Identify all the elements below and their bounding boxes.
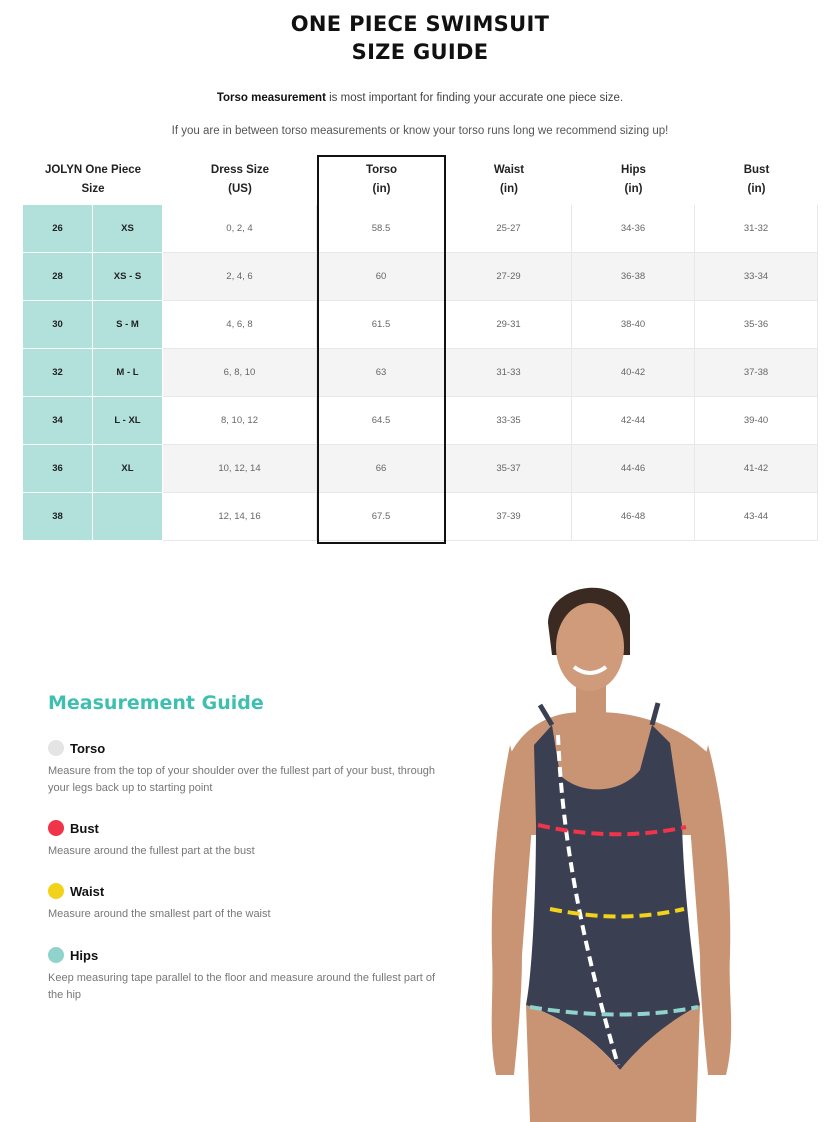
header-line: (in) [747, 183, 766, 195]
cell-torso: 58.5 [317, 205, 446, 253]
cell-hips: 44-46 [572, 445, 695, 493]
cell-waist: 29-31 [446, 301, 572, 349]
header-line: (in) [372, 183, 391, 195]
guide-label: Waist [70, 883, 105, 899]
cell-size: 36 [23, 445, 93, 493]
cell-bust: 39-40 [695, 397, 818, 445]
cell-hips: 46-48 [572, 493, 695, 541]
bust-dot-icon [48, 820, 64, 836]
table-row [23, 349, 818, 397]
guide-item-torso [48, 739, 438, 797]
cell-bust: 37-38 [695, 349, 818, 397]
cell-dress: 4, 6, 8 [163, 301, 317, 349]
header-line: Torso [365, 164, 398, 176]
cell-torso: 60 [317, 253, 446, 301]
cell-letter-size [93, 493, 163, 541]
cell-waist: 25-27 [446, 205, 572, 253]
header-line: Bust [743, 164, 770, 176]
hips-dot-icon [48, 947, 64, 963]
guide-description: Keep measuring tape parallel to the floor and measure around the fullest part of the hip [48, 972, 436, 1001]
header-line: (in) [624, 183, 643, 195]
cell-torso: 67.5 [317, 493, 446, 541]
table-row [23, 301, 818, 349]
header-torso [317, 161, 446, 199]
cell-bust: 35-36 [695, 301, 818, 349]
intro-text [0, 92, 840, 104]
cell-hips: 36-38 [572, 253, 695, 301]
page-title-line2: SIZE GUIDE [351, 40, 489, 64]
cell-waist: 27-29 [446, 253, 572, 301]
torso-dot-icon [48, 740, 64, 756]
guide-label: Torso [70, 740, 106, 756]
header-line: JOLYN One Piece [44, 164, 142, 176]
page-title [0, 10, 840, 66]
page-title-line1: ONE PIECE SWIMSUIT [290, 12, 550, 36]
table-row [23, 397, 818, 445]
cell-hips: 40-42 [572, 349, 695, 397]
waist-dot-icon [48, 883, 64, 899]
header-line: Hips [621, 164, 646, 176]
cell-letter-size: M - L [93, 349, 163, 397]
cell-waist: 33-35 [446, 397, 572, 445]
cell-size: 30 [23, 301, 93, 349]
guide-description: Measure from the top of your shoulder over the fullest part of your bust, through your legs back up to starting point [48, 765, 436, 794]
header-line: Dress Size [210, 164, 270, 176]
guide-item-bust [48, 819, 438, 860]
table-header [23, 155, 818, 205]
measurement-guide-title: Measurement Guide [48, 692, 264, 714]
cell-torso: 63 [317, 349, 446, 397]
guide-description: Measure around the smallest part of the waist [48, 908, 271, 920]
table-row [23, 253, 818, 301]
cell-letter-size: XL [93, 445, 163, 493]
header-line: (in) [500, 183, 518, 195]
cell-letter-size: L - XL [93, 397, 163, 445]
cell-size: 38 [23, 493, 93, 541]
cell-hips: 38-40 [572, 301, 695, 349]
header-line: Waist [493, 164, 525, 176]
header-dress-size [163, 161, 317, 199]
model-photo [470, 575, 770, 1122]
cell-waist: 37-39 [446, 493, 572, 541]
guide-item-hips [48, 946, 438, 1004]
guide-description: Measure around the fullest part at the bust [48, 845, 255, 857]
cell-dress: 2, 4, 6 [163, 253, 317, 301]
cell-bust: 31-32 [695, 205, 818, 253]
cell-torso: 66 [317, 445, 446, 493]
cell-waist: 35-37 [446, 445, 572, 493]
cell-dress: 10, 12, 14 [163, 445, 317, 493]
cell-dress: 8, 10, 12 [163, 397, 317, 445]
cell-size: 26 [23, 205, 93, 253]
table-row [23, 445, 818, 493]
cell-letter-size: XS [93, 205, 163, 253]
cell-bust: 33-34 [695, 253, 818, 301]
cell-hips: 34-36 [572, 205, 695, 253]
header-line: Size [81, 183, 105, 195]
header-jolyn-size [23, 161, 163, 199]
cell-size: 28 [23, 253, 93, 301]
cell-size: 32 [23, 349, 93, 397]
intro-bold: Torso measurement [216, 92, 326, 104]
face [556, 603, 624, 691]
cell-waist: 31-33 [446, 349, 572, 397]
cell-torso: 64.5 [317, 397, 446, 445]
cell-torso: 61.5 [317, 301, 446, 349]
guide-label: Hips [70, 947, 99, 963]
guide-item-waist [48, 882, 438, 923]
header-bust [695, 161, 818, 199]
cell-dress: 6, 8, 10 [163, 349, 317, 397]
cell-bust: 43-44 [695, 493, 818, 541]
guide-label: Bust [70, 820, 99, 836]
cell-letter-size: S - M [93, 301, 163, 349]
intro-rest: is most important for finding your accurate one piece size. [325, 92, 624, 104]
header-line: (US) [228, 183, 252, 195]
cell-dress: 0, 2, 4 [163, 205, 317, 253]
table-row [23, 205, 818, 253]
cell-hips: 42-44 [572, 397, 695, 445]
header-hips [572, 161, 695, 199]
cell-size: 34 [23, 397, 93, 445]
sizing-tip: If you are in between torso measurements or know your torso runs long we recommend sizing up! [171, 125, 669, 137]
table-row [23, 493, 818, 541]
cell-dress: 12, 14, 16 [163, 493, 317, 541]
header-waist [446, 161, 572, 199]
cell-bust: 41-42 [695, 445, 818, 493]
cell-letter-size: XS - S [93, 253, 163, 301]
